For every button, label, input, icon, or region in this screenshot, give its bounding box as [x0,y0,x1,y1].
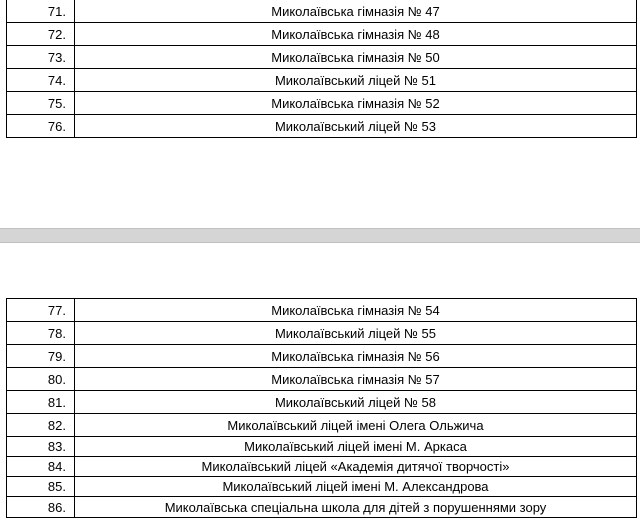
table-row [7,368,637,391]
row-number: 73. [7,46,75,69]
row-number: 79. [7,345,75,368]
row-number: 80. [7,368,75,391]
table-row [7,299,637,322]
row-number: 74. [7,69,75,92]
school-name: Миколаївський ліцей № 53 [75,115,637,138]
school-name: Миколаївська гімназія № 52 [75,92,637,115]
school-table-page-2 [6,298,637,518]
table-row [7,391,637,414]
row-number: 84. [7,457,75,477]
row-number: 78. [7,322,75,345]
school-name: Миколаївська гімназія № 50 [75,46,637,69]
row-number: 76. [7,115,75,138]
table-row [7,0,637,23]
row-number: 83. [7,437,75,457]
table-row [7,497,637,518]
school-name: Миколаївський ліцей імені М. Александрова [75,477,637,497]
table-row [7,322,637,345]
school-name: Миколаївський ліцей № 51 [75,69,637,92]
row-number: 86. [7,497,75,518]
table-row [7,69,637,92]
school-name: Миколаївська гімназія № 56 [75,345,637,368]
school-name: Миколаївський ліцей № 55 [75,322,637,345]
table-row [7,437,637,457]
school-name: Миколаївський ліцей № 58 [75,391,637,414]
row-number: 75. [7,92,75,115]
row-number: 82. [7,414,75,437]
school-name: Миколаївський ліцей «Академія дитячої творчості» [75,457,637,477]
row-number: 81. [7,391,75,414]
school-name: Миколаївська спеціальна школа для дітей з порушеннями зору [75,497,637,518]
school-name: Миколаївська гімназія № 48 [75,23,637,46]
table-row [7,345,637,368]
table-row [7,92,637,115]
row-number: 77. [7,299,75,322]
table-row [7,23,637,46]
table-row [7,46,637,69]
school-name: Миколаївський ліцей імені М. Аркаса [75,437,637,457]
row-number: 72. [7,23,75,46]
table-row [7,477,637,497]
school-name: Миколаївська гімназія № 47 [75,0,637,23]
table-row [7,414,637,437]
table-row [7,457,637,477]
school-table-page-1 [6,0,637,138]
row-number: 85. [7,477,75,497]
page-break-gap [0,228,640,243]
table-row [7,115,637,138]
school-name: Миколаївський ліцей імені Олега Ольжича [75,414,637,437]
school-name: Миколаївська гімназія № 54 [75,299,637,322]
school-name: Миколаївська гімназія № 57 [75,368,637,391]
row-number: 71. [7,0,75,23]
